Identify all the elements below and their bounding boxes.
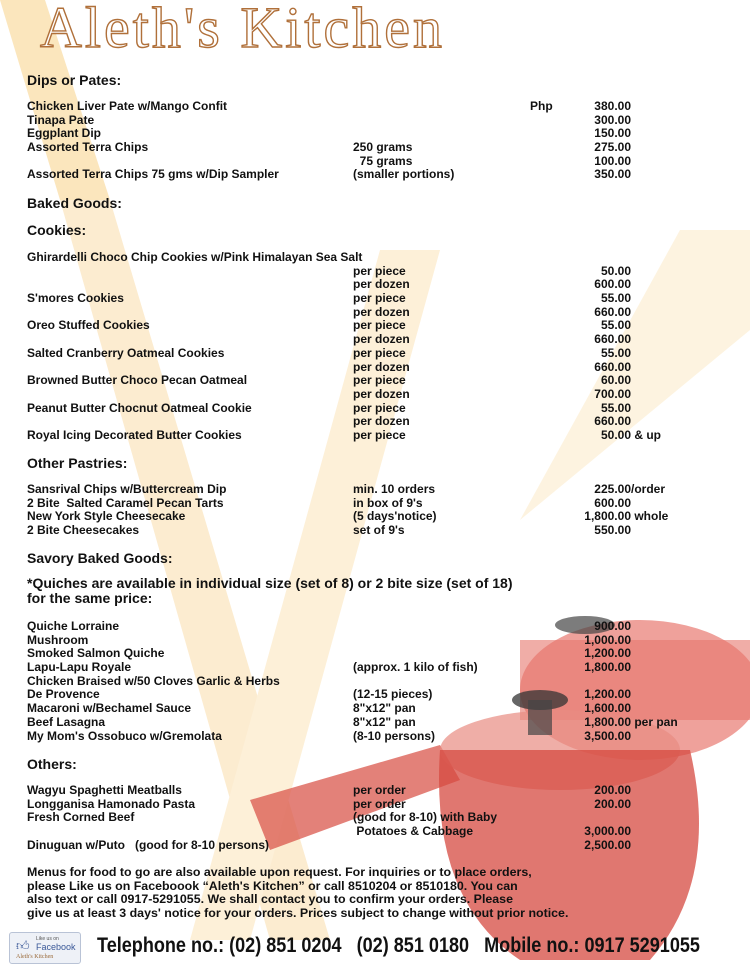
item-price: 1,800.00 bbox=[584, 660, 631, 675]
item-note: 75 grams bbox=[353, 153, 413, 168]
item-price: 3,000.00 bbox=[584, 824, 631, 839]
item-name: Smoked Salmon Quiche bbox=[27, 646, 165, 661]
item-note: per piece bbox=[353, 318, 406, 333]
item-note: 8"x12" pan bbox=[353, 701, 416, 716]
item-name: Assorted Terra Chips 75 gms w/Dip Sampler bbox=[27, 167, 279, 182]
item-name: Sansrival Chips w/Buttercream Dip bbox=[27, 482, 227, 496]
item-price: 1,200.00 bbox=[584, 646, 631, 661]
item-note: per dozen bbox=[353, 386, 410, 401]
item-name: Ghirardelli Choco Chip Cookies w/Pink Himalayan Sea Salt bbox=[27, 250, 363, 264]
item-name: Browned Butter Choco Pecan Oatmeal bbox=[27, 373, 248, 388]
item-name: Chicken Braised w/50 Cloves Garlic & Herbs bbox=[27, 673, 280, 688]
item-note: per dozen bbox=[353, 332, 410, 347]
item-name: Longganisa Hamonado Pasta bbox=[27, 796, 196, 811]
item-price: 1,600.00 bbox=[584, 701, 631, 716]
item-price: 100.00 bbox=[594, 153, 631, 168]
item-price: 55.00 bbox=[600, 345, 631, 360]
item-name: Fresh Corned Beef bbox=[27, 810, 135, 825]
item-price: 275.00 bbox=[594, 140, 631, 155]
section-heading-savory: Savory Baked Goods: bbox=[27, 550, 173, 566]
item-note: per dozen bbox=[353, 359, 410, 374]
section-heading-other-pastries: Other Pastries: bbox=[27, 455, 128, 471]
item-price: 1,800.00 bbox=[584, 509, 631, 524]
item-note: (smaller portions) bbox=[353, 167, 455, 182]
item-note: per order bbox=[353, 783, 406, 797]
item-name: Dinuguan w/Puto (good for 8-10 persons) bbox=[27, 837, 269, 852]
item-price: 55.00 bbox=[600, 291, 631, 306]
item-price: 1,000.00 bbox=[584, 632, 631, 647]
item-price: 150.00 bbox=[594, 126, 631, 141]
item-price: 1,200.00 bbox=[584, 687, 631, 702]
restaurant-logo-title: Aleth's Kitchen bbox=[40, 0, 445, 60]
item-note: per dozen bbox=[353, 277, 410, 292]
item-note: min. 10 orders bbox=[353, 482, 436, 496]
item-note: per piece bbox=[353, 345, 406, 360]
item-name: De Provence bbox=[27, 687, 100, 702]
item-name: Eggplant Dip bbox=[27, 126, 101, 141]
item-note: 250 grams bbox=[353, 140, 413, 155]
item-name: Assorted Terra Chips bbox=[27, 140, 149, 155]
quiche-note-line: *Quiches are available in individual size (set of 8) or 2 bite size (set of 18) bbox=[27, 575, 513, 591]
item-price: 660.00 bbox=[594, 414, 631, 429]
item-price: 550.00 bbox=[594, 523, 631, 538]
item-note: set of 9's bbox=[353, 523, 405, 538]
price-suffix: per pan bbox=[631, 714, 678, 729]
facebook-like-badge[interactable] bbox=[9, 932, 81, 964]
item-note: per dozen bbox=[353, 304, 410, 319]
item-price: 700.00 bbox=[594, 386, 631, 401]
item-name: Chicken Liver Pate w/Mango Confit bbox=[27, 99, 228, 113]
item-price: 600.00 bbox=[594, 277, 631, 292]
item-price: 600.00 bbox=[594, 495, 631, 510]
item-price: 3,500.00 bbox=[584, 728, 631, 743]
item-note: per piece bbox=[353, 263, 406, 278]
item-name: 2 Bite Cheesecakes bbox=[27, 523, 140, 538]
item-price: 350.00 bbox=[594, 167, 631, 182]
quiche-note bbox=[27, 576, 513, 606]
section-heading-dips: Dips or Pates: bbox=[27, 72, 122, 88]
item-name: S'mores Cookies bbox=[27, 291, 124, 306]
item-note: per piece bbox=[353, 373, 406, 388]
item-name: Oreo Stuffed Cookies bbox=[27, 318, 150, 333]
item-name: Quiche Lorraine bbox=[27, 619, 120, 633]
item-note: (8-10 persons) bbox=[353, 728, 436, 743]
item-price: 50.00 bbox=[600, 427, 631, 442]
item-note: per piece bbox=[353, 427, 406, 442]
notice-line: Menus for food to go are also available upon request. For inquiries or to place orders, bbox=[27, 865, 532, 879]
item-name: 2 Bite Salted Caramel Pecan Tarts bbox=[27, 495, 224, 510]
item-note: per order bbox=[353, 796, 406, 811]
price-suffix: /order bbox=[631, 482, 666, 496]
item-price: 380.00 bbox=[594, 99, 631, 113]
notice-line: please Like us on Faceboook “Aleth's Kitchen” or call 8510204 or 8510180. You can bbox=[27, 878, 518, 893]
thumbs-up-icon: 👍︎ bbox=[16, 938, 30, 953]
section-heading-cookies: Cookies: bbox=[27, 222, 87, 238]
item-name: Mushroom bbox=[27, 632, 89, 647]
item-price: 225.00 bbox=[594, 482, 631, 496]
item-note: per piece bbox=[353, 291, 406, 306]
contact-footer: Telephone no.: (02) 851 0204 (02) 851 0180 Mobile no.: 0917 5291055 bbox=[97, 934, 700, 957]
item-note: (approx. 1 kilo of fish) bbox=[353, 660, 478, 675]
item-name: My Mom's Ossobuco w/Gremolata bbox=[27, 728, 222, 743]
item-note: (12-15 pieces) bbox=[353, 687, 433, 702]
quiche-note-line: for the same price: bbox=[27, 590, 153, 606]
item-price: 660.00 bbox=[594, 304, 631, 319]
price-suffix: & up bbox=[631, 427, 661, 442]
item-note: 8"x12" pan bbox=[353, 714, 416, 729]
item-name: Macaroni w/Bechamel Sauce bbox=[27, 701, 192, 716]
badge-line: Aleth's Kitchen bbox=[16, 954, 54, 960]
item-name: New York Style Cheesecake bbox=[27, 509, 186, 524]
section-heading-baked-goods: Baked Goods: bbox=[27, 195, 122, 211]
item-name: Beef Lasagna bbox=[27, 714, 106, 729]
item-name: Peanut Butter Chocnut Oatmeal Cookie bbox=[27, 400, 252, 415]
item-name: Tinapa Pate bbox=[27, 112, 95, 127]
item-price: 50.00 bbox=[600, 263, 631, 278]
item-price: 55.00 bbox=[600, 400, 631, 415]
item-note: Potatoes & Cabbage bbox=[353, 824, 474, 839]
notice-line: also text or call 0917-5291055. We shall contact you to confirm your orders. Please bbox=[27, 892, 513, 907]
item-name: Wagyu Spaghetti Meatballs bbox=[27, 783, 182, 797]
item-price: 200.00 bbox=[594, 796, 631, 811]
price-suffix: whole bbox=[631, 509, 669, 524]
item-price: 900.00 bbox=[594, 619, 631, 633]
item-price: 55.00 bbox=[600, 318, 631, 333]
item-price: 660.00 bbox=[594, 359, 631, 374]
item-note: in box of 9's bbox=[353, 495, 423, 510]
item-price: 300.00 bbox=[594, 112, 631, 127]
currency-label: Php bbox=[530, 99, 553, 113]
badge-line: Facebook bbox=[36, 942, 76, 952]
notice-line: give us at least 3 days' notice for your orders. Prices subject to change without prior notice. bbox=[27, 905, 569, 920]
item-note: per piece bbox=[353, 400, 406, 415]
item-note: per dozen bbox=[353, 414, 410, 429]
item-price: 200.00 bbox=[594, 783, 631, 797]
section-heading-others: Others: bbox=[27, 756, 77, 772]
item-note: (good for 8-10) with Baby bbox=[353, 810, 497, 825]
item-price: 60.00 bbox=[600, 373, 631, 388]
item-name: Royal Icing Decorated Butter Cookies bbox=[27, 427, 242, 442]
item-price: 2,500.00 bbox=[584, 837, 631, 852]
item-price: 660.00 bbox=[594, 332, 631, 347]
order-notice bbox=[27, 866, 568, 920]
item-note: (5 days'notice) bbox=[353, 509, 437, 524]
item-name: Lapu-Lapu Royale bbox=[27, 660, 132, 675]
item-name: Salted Cranberry Oatmeal Cookies bbox=[27, 345, 225, 360]
item-price: 1,800.00 bbox=[584, 714, 631, 729]
badge-line: Like us on bbox=[36, 936, 59, 942]
